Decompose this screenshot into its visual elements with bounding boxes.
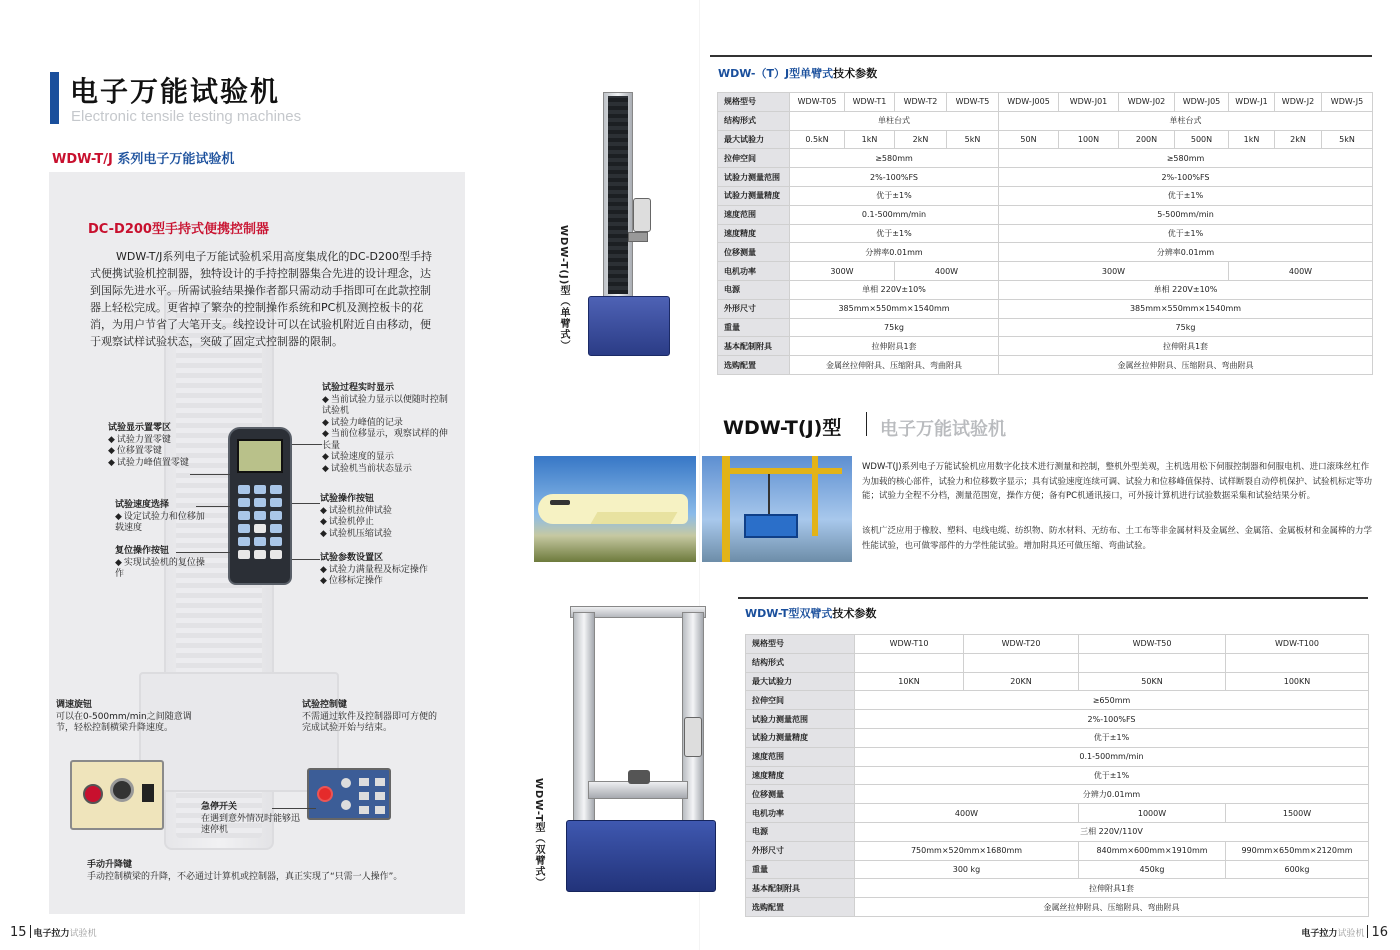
table-cell: 2%-100%FS [999, 168, 1373, 187]
annotation-text: 手动控制横梁的升降，不必通过计算机或控制器，真正实现了“只需一人操作”。 [87, 871, 403, 882]
table-cell: 拉伸附具1套 [790, 337, 999, 356]
annotation-manual [87, 860, 447, 883]
table-cell [1226, 653, 1369, 672]
table-cell: 单相 220V±10% [999, 280, 1373, 299]
table-cell: 优于±1% [855, 766, 1369, 785]
table-cell: 1000W [1079, 804, 1226, 823]
row-label: 重量 [746, 860, 855, 879]
table-cell: 75kg [790, 318, 999, 337]
table1-spec [717, 92, 1373, 375]
table-row [718, 299, 1373, 318]
table-cell: 990mm×650mm×2120mm [1226, 841, 1369, 860]
table-row [746, 860, 1369, 879]
power-switch [142, 784, 154, 802]
table-cell: 1kN [845, 130, 895, 149]
table-cell: 优于±1% [999, 186, 1373, 205]
annotation-knob [56, 700, 196, 735]
row-label: 选购配置 [746, 898, 855, 917]
annotation-title: 急停开关 [201, 802, 238, 812]
product-description-1: WDW-T(J)系列电子万能试验机应用数字化技术进行测量和控制，整机外型美观，主机选用松下伺服控制器和伺服电机、进口滚珠丝杠作为加载的核心部件，试验力和位移数字显示；具有试验速度连续可调、试验力和位移峰值保持、试样断裂自动停机保护、试验机标定等功能；试验力全程不分档，测量范围宽，操作方便；备有PC机通讯接口，可外接计算机进行试验数据采集和试验结果分析。 [862, 462, 1373, 502]
table-cell: 分辨力0.01mm [855, 785, 1369, 804]
table2-top-rule [738, 597, 1368, 599]
annotation-title: 试验操作按钮 [320, 494, 375, 504]
model-cell: WDW-T20 [964, 635, 1079, 654]
annotation-item: ◆ 试验机当前状态显示 [322, 464, 452, 476]
series-suffix: 系列电子万能试验机 [112, 152, 235, 167]
footer-label-grey: 试验机 [1337, 929, 1365, 939]
row-label: 速度范围 [718, 205, 790, 224]
table-cell: 分辨率0.01mm [999, 243, 1373, 262]
table-cell: 200N [1119, 130, 1175, 149]
emergency-stop-button [317, 786, 333, 802]
model-cell: WDW-J1 [1229, 93, 1275, 112]
controller-keypad [238, 485, 284, 559]
table-row [718, 262, 1373, 281]
row-label: 选购配置 [718, 356, 790, 375]
annotation-title: 调速旋钮 [56, 700, 93, 710]
row-label: 试验力测量精度 [718, 186, 790, 205]
table-row [746, 653, 1369, 672]
table-cell: ≥580mm [790, 149, 999, 168]
annotation-param [320, 553, 450, 588]
table-row [718, 224, 1373, 243]
row-label: 拉伸空间 [718, 149, 790, 168]
table-cell: 100KN [1226, 672, 1369, 691]
annotation-title: 试验控制键 [302, 700, 348, 710]
table-cell: 金属丝拉伸附具、压缩附具、弯曲附具 [855, 898, 1369, 917]
row-label: 电源 [718, 280, 790, 299]
table-cell: 分辨率0.01mm [790, 243, 999, 262]
model-cell: WDW-J005 [999, 93, 1059, 112]
table-row [746, 672, 1369, 691]
leader-line [176, 552, 230, 553]
model-cell: WDW-J5 [1322, 93, 1373, 112]
model-cell: WDW-J2 [1275, 93, 1322, 112]
leader-line [292, 444, 322, 445]
harbor-crane-photo [702, 456, 852, 562]
table-cell: 840mm×600mm×1910mm [1079, 841, 1226, 860]
page-number: 16 [1371, 925, 1388, 940]
table-cell: 0.1-500mm/min [855, 747, 1369, 766]
manual-lift-button [83, 784, 103, 804]
table-cell: 单相 220V±10% [790, 280, 999, 299]
table-row [746, 785, 1369, 804]
row-label: 外形尺寸 [718, 299, 790, 318]
panel-button [341, 778, 351, 788]
annotation-zero [108, 423, 223, 469]
annotation-operate [320, 494, 450, 540]
airplane-photo [534, 456, 696, 562]
annotation-item: ◆ 试验力满量程及标定操作 [320, 565, 450, 577]
panel-button [341, 800, 351, 810]
table-cell: 385mm×550mm×1540mm [999, 299, 1373, 318]
table-row [718, 149, 1373, 168]
row-label: 试验力测量精度 [746, 728, 855, 747]
speed-knob-panel-image [70, 760, 164, 830]
table-cell: 2kN [1275, 130, 1322, 149]
table1-vertical-label: WDW-T(J)型（单臂式） [558, 225, 569, 352]
table-cell: 1500W [1226, 804, 1369, 823]
table-row [746, 804, 1369, 823]
model-cell: WDW-T100 [1226, 635, 1369, 654]
table-row [718, 205, 1373, 224]
annotation-title: 复位操作按钮 [115, 546, 170, 556]
table-cell [964, 653, 1079, 672]
table-cell: 单柱台式 [999, 111, 1373, 130]
table-cell: 2kN [895, 130, 947, 149]
table-cell: 金属丝拉伸附具、压缩附具、弯曲附具 [790, 356, 999, 375]
annotation-item: ◆ 试验力峰值的记录 [322, 418, 452, 430]
table-cell: 400W [895, 262, 999, 281]
table-cell: 50N [999, 130, 1059, 149]
annotation-item: ◆ 试验力置零键 [108, 435, 223, 447]
table-cell: 单柱台式 [790, 111, 999, 130]
product-heading-model: WDW-T(J)型 [723, 417, 842, 439]
row-label: 结构形式 [746, 653, 855, 672]
table-row [746, 728, 1369, 747]
machine-base [566, 820, 716, 892]
heading-divider [866, 412, 867, 436]
table-row [746, 898, 1369, 917]
table-cell: 10KN [855, 672, 964, 691]
page-number: 15 [10, 925, 27, 940]
annotation-item: ◆ 当前试验力显示以便随时控制试验机 [322, 395, 452, 418]
annotation-item: ◆ 试验力峰值置零键 [108, 458, 223, 470]
model-cell: WDW-T5 [947, 93, 999, 112]
page-footer-right [1301, 925, 1388, 940]
model-cell: WDW-T1 [845, 93, 895, 112]
speed-knob [110, 778, 134, 802]
row-label: 基本配制附具 [718, 337, 790, 356]
footer-label-grey: 试验机 [69, 929, 97, 939]
annotation-title: 试验显示置零区 [108, 423, 172, 433]
annotation-item: ◆ 位移标定操作 [320, 576, 450, 588]
annotation-title: 试验参数设置区 [320, 553, 384, 563]
model-cell: WDW-J05 [1175, 93, 1229, 112]
controller-intro: WDW-T/J系列电子万能试验机采用高度集成化的DC-D200型手持式便携试验机控制器，独特设计的手持控制器集合先进的设计理念，达到国际先进水平。所需试验结果操作者都只需动动手指即可在此款控制器上轻松完成。更省掉了繁杂的控制操作系统和PC机及测控板卡的花消，为用户节省了大笔开支。线控设计可以在试验机附近自由移动，便于观察试样试验状态，突破了固定式控制器的限制。 [90, 250, 432, 348]
footer-label: 电子拉力 [1301, 929, 1338, 939]
panel-key [375, 792, 385, 800]
table2-title [745, 605, 876, 621]
table-row [746, 710, 1369, 729]
table-row [718, 130, 1373, 149]
table-row [746, 841, 1369, 860]
table-cell: 优于±1% [790, 224, 999, 243]
model-cell: WDW-T50 [1079, 635, 1226, 654]
table-cell: 450kg [1079, 860, 1226, 879]
table-cell: 300W [790, 262, 895, 281]
row-label: 拉伸空间 [746, 691, 855, 710]
product-description-2: 该机广泛应用于橡胶、塑料、电线电缆、纺织物、防水材料、无纺布、土工布等非金属材料及金属丝、金属箔、金属板材和金属棒的力学性能试验，也可做零部件的力学性能试验。增加附具还可做压缩、弯曲试验。 [862, 526, 1373, 551]
row-label: 电机功率 [718, 262, 790, 281]
annotation-text: 在遇到意外情况时能够迅速停机 [201, 813, 301, 835]
machine-pendant-controller [684, 717, 702, 757]
table-cell: 20KN [964, 672, 1079, 691]
table-row [718, 280, 1373, 299]
table-cell: 385mm×550mm×1540mm [790, 299, 999, 318]
controller-title: DC-D200型手持式便携控制器 [88, 222, 269, 237]
table-cell: 75kg [999, 318, 1373, 337]
table-cell [855, 653, 964, 672]
table1-title-suffix: 技术参数 [833, 67, 878, 80]
table-row [718, 93, 1373, 112]
annotation-item: ◆ 试验机拉伸试验 [320, 506, 450, 518]
table-cell: 50KN [1079, 672, 1226, 691]
table-row [746, 766, 1369, 785]
machine-pendant-controller [633, 198, 651, 232]
table-row [718, 337, 1373, 356]
table2-title-suffix: 技术参数 [832, 607, 877, 620]
table-row [718, 111, 1373, 130]
annotation-realtime [322, 383, 452, 475]
table-cell: 拉伸附具1套 [999, 337, 1373, 356]
row-label: 速度精度 [746, 766, 855, 785]
table-cell: 400W [1229, 262, 1373, 281]
row-label: 速度范围 [746, 747, 855, 766]
row-label: 最大试验力 [746, 672, 855, 691]
table-cell: 500N [1175, 130, 1229, 149]
table-cell: 750mm×520mm×1680mm [855, 841, 1079, 860]
row-label: 位移测量 [746, 785, 855, 804]
row-label: 规格型号 [718, 93, 790, 112]
leader-line [196, 506, 230, 507]
model-cell: WDW-T05 [790, 93, 845, 112]
annotation-item: ◆ 设定试验力和位移加载速度 [115, 512, 210, 535]
annotation-title: 试验过程实时显示 [322, 383, 395, 393]
model-cell: WDW-T10 [855, 635, 964, 654]
machine-base [588, 296, 670, 356]
annotation-item: ◆ 试验速度的显示 [322, 452, 452, 464]
table-row [718, 168, 1373, 187]
machine-column-cover [608, 96, 628, 294]
table-cell [1079, 653, 1226, 672]
leader-line [272, 808, 316, 809]
table2-vertical-label: WDW-T型（双臂式） [533, 778, 544, 889]
annotation-item: ◆ 位移置零键 [108, 446, 223, 458]
table-cell: 金属丝拉伸附具、压缩附具、弯曲附具 [999, 356, 1373, 375]
leader-line [292, 559, 320, 560]
annotation-item: ◆ 实现试验机的复位操作 [115, 558, 210, 581]
table-row [718, 318, 1373, 337]
row-label: 电机功率 [746, 804, 855, 823]
panel-key [375, 806, 385, 814]
table-row [746, 879, 1369, 898]
annotation-title: 手动升降键 [87, 860, 133, 870]
table-cell: ≥650mm [855, 691, 1369, 710]
leader-line [292, 503, 320, 504]
row-label: 试验力测量范围 [718, 168, 790, 187]
annotation-item: ◆ 试验机停止 [320, 517, 450, 529]
row-label: 试验力测量范围 [746, 710, 855, 729]
table-row [718, 356, 1373, 375]
table-row [746, 747, 1369, 766]
table-row [746, 691, 1369, 710]
table1-title [718, 65, 877, 81]
panel-key [359, 806, 369, 814]
table-cell: 300W [999, 262, 1229, 281]
row-label: 速度精度 [718, 224, 790, 243]
table-cell: 1kN [1229, 130, 1275, 149]
footer-label: 电子拉力 [33, 929, 70, 939]
panel-key [359, 792, 369, 800]
table-cell: ≥580mm [999, 149, 1373, 168]
table-cell: 100N [1059, 130, 1119, 149]
table-cell: 优于±1% [999, 224, 1373, 243]
row-label: 重量 [718, 318, 790, 337]
table-cell: 优于±1% [790, 186, 999, 205]
model-cell: WDW-J01 [1059, 93, 1119, 112]
controller-screen [237, 439, 283, 473]
table2-spec [745, 634, 1369, 917]
annotation-ctrlkey [302, 700, 442, 735]
model-cell: WDW-T2 [895, 93, 947, 112]
table-cell: 2%-100%FS [855, 710, 1369, 729]
panel-key [359, 778, 369, 786]
row-label: 外形尺寸 [746, 841, 855, 860]
panel-key [375, 778, 385, 786]
table-cell: 2%-100%FS [790, 168, 999, 187]
table-cell: 三相 220V/110V [855, 822, 1369, 841]
row-label: 电源 [746, 822, 855, 841]
series-prefix: WDW-T/J [52, 152, 113, 167]
handheld-controller-image [228, 427, 292, 585]
table-cell: 5kN [947, 130, 999, 149]
table2-title-model: WDW-T型双臂式 [745, 607, 833, 620]
table-row [718, 243, 1373, 262]
table-cell: 5kN [1322, 130, 1373, 149]
table-cell: 5-500mm/min [999, 205, 1373, 224]
control-key-panel-image [307, 768, 391, 820]
table-cell: 600kg [1226, 860, 1369, 879]
annotation-item: ◆ 试验机压缩试验 [320, 529, 450, 541]
row-label: 最大试验力 [718, 130, 790, 149]
machine-grip [628, 770, 650, 784]
table-cell: 0.5kN [790, 130, 845, 149]
annotation-text: 不需通过软件及控制器即可方便的完成试验开始与结束。 [302, 711, 438, 733]
row-label: 规格型号 [746, 635, 855, 654]
page-title: 电子万能试验机 [70, 75, 281, 108]
leader-line [190, 474, 230, 475]
product-heading-name: 电子万能试验机 [880, 419, 1006, 440]
row-label: 结构形式 [718, 111, 790, 130]
machine-crosshead [628, 232, 648, 242]
table-cell: 0.1-500mm/min [790, 205, 999, 224]
page-subtitle-en: Electronic tensile testing machines [71, 108, 302, 125]
row-label: 基本配制附具 [746, 879, 855, 898]
table-row [718, 186, 1373, 205]
table-row [746, 822, 1369, 841]
annotation-item: ◆ 当前位移显示，观察试样的伸长量 [322, 429, 452, 452]
table-cell: 300 kg [855, 860, 1079, 879]
table1-title-model: WDW-（T）J型单臂式 [718, 67, 834, 80]
row-label: 位移测量 [718, 243, 790, 262]
model-cell: WDW-J02 [1119, 93, 1175, 112]
table-cell: 优于±1% [855, 728, 1369, 747]
page-footer-left [10, 925, 97, 940]
annotation-title: 试验速度选择 [115, 500, 170, 510]
series-title [52, 148, 234, 167]
table-cell: 400W [855, 804, 1079, 823]
table-row [746, 635, 1369, 654]
table1-top-rule [710, 55, 1372, 57]
title-accent-bar [50, 72, 59, 124]
table-cell: 拉伸附具1套 [855, 879, 1369, 898]
annotation-text: 可以在0-500mm/min之间随意调节，轻松控制横梁升降速度。 [56, 711, 192, 733]
